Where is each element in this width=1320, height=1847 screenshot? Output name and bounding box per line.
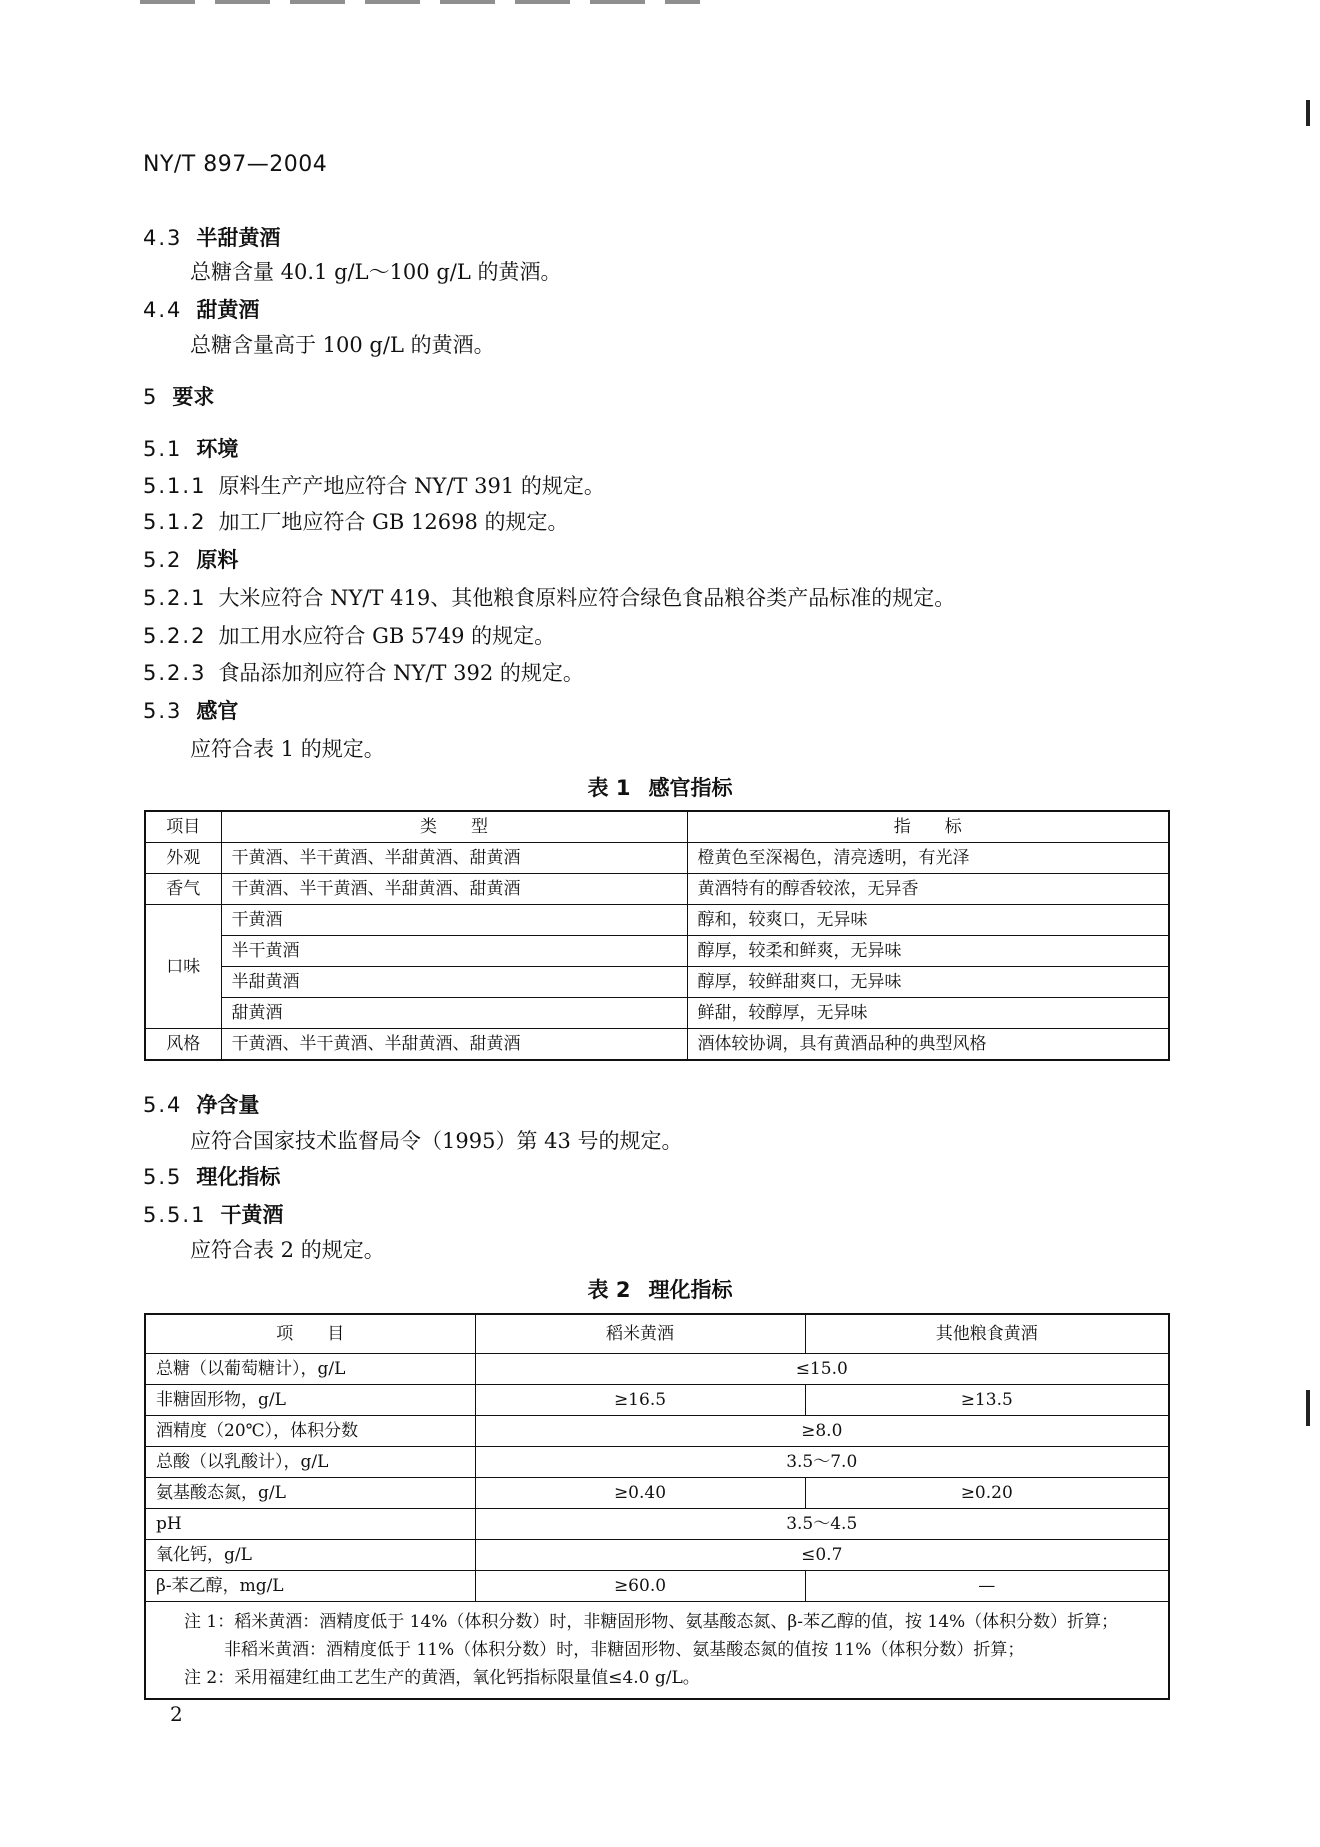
clause-5-2-2: [143, 620, 555, 650]
table-row: [145, 1540, 1169, 1571]
paragraph-5-3: 应符合表 1 的规定。: [190, 737, 385, 761]
value-cell: —: [805, 1571, 1169, 1602]
item-cell: 总酸（以乳酸计），g/L: [145, 1447, 475, 1478]
value-cell: ≥8.0: [475, 1416, 1169, 1447]
table-row: [145, 1447, 1169, 1478]
note-2: 注 2：采用福建红曲工艺生产的黄酒，氧化钙指标限量值≤4.0 g/L。: [184, 1668, 700, 1688]
table-header-row: [145, 1314, 1169, 1354]
item-cell: β-苯乙醇，mg/L: [145, 1571, 475, 1602]
clause-text: 加工用水应符合 GB 5749 的规定。: [218, 624, 556, 648]
indicator-cell: 醇厚，较鲜甜爽口，无异味: [687, 967, 1169, 998]
heading-5-3: [143, 695, 238, 725]
heading-title: 要求: [172, 385, 215, 409]
caption-number: 表 1: [587, 776, 631, 800]
heading-4-4: [143, 294, 259, 324]
header-cell: 其他粮食黄酒: [805, 1314, 1169, 1354]
paragraph-4-3: 总糖含量 40.1 g/L～100 g/L 的黄酒。: [190, 260, 562, 284]
value-cell: ≥0.40: [475, 1478, 805, 1509]
clause-number: 5.2.2: [143, 624, 207, 648]
table-row: [145, 1478, 1169, 1509]
table1-caption: [0, 772, 1320, 802]
item-cell: 非糖固形物，g/L: [145, 1385, 475, 1416]
indicator-cell: 鲜甜，较醇厚，无异味: [687, 998, 1169, 1029]
heading-title: 净含量: [196, 1093, 260, 1117]
heading-number: 5.4: [143, 1093, 183, 1117]
clause-text: 食品添加剂应符合 NY/T 392 的规定。: [218, 661, 584, 685]
heading-4-3: [143, 222, 280, 252]
heading-5-2: [143, 544, 238, 574]
caption-title: 感官指标: [648, 776, 733, 800]
scan-artifact: [140, 0, 700, 4]
table-row: [145, 1385, 1169, 1416]
scan-mark: [1306, 1390, 1310, 1426]
heading-title: 感官: [196, 699, 239, 723]
heading-number: 5: [143, 385, 159, 409]
value-cell: ≥16.5: [475, 1385, 805, 1416]
type-cell: 甜黄酒: [221, 998, 687, 1029]
heading-number: 4.4: [143, 298, 183, 322]
type-cell: 干黄酒、半干黄酒、半甜黄酒、甜黄酒: [221, 874, 687, 905]
caption-title: 理化指标: [648, 1278, 733, 1302]
indicator-cell: 醇厚，较柔和鲜爽，无异味: [687, 936, 1169, 967]
heading-title: 干黄酒: [220, 1203, 284, 1227]
heading-number: 4.3: [143, 226, 183, 250]
clause-text: 大米应符合 NY/T 419、其他粮食原料应符合绿色食品粮谷类产品标准的规定。: [218, 586, 956, 610]
item-cell: 氧化钙，g/L: [145, 1540, 475, 1571]
item-cell: 风格: [145, 1029, 221, 1061]
physicochemical-table: [144, 1313, 1170, 1700]
table-row: [145, 1354, 1169, 1385]
heading-5: [143, 381, 214, 411]
value-cell: ≥60.0: [475, 1571, 805, 1602]
value-cell: 3.5～4.5: [475, 1509, 1169, 1540]
item-cell: pH: [145, 1509, 475, 1540]
table-row: [145, 874, 1169, 905]
header-cell: 类 型: [221, 811, 687, 843]
table-header-row: [145, 811, 1169, 843]
heading-5-4: [143, 1089, 259, 1119]
paragraph-4-4: 总糖含量高于 100 g/L 的黄酒。: [190, 333, 495, 357]
item-cell: 氨基酸态氮，g/L: [145, 1478, 475, 1509]
clause-5-2-1: [143, 582, 955, 612]
table-row: [145, 1509, 1169, 1540]
table2-caption: [0, 1274, 1320, 1304]
table-row: [145, 1029, 1169, 1061]
clause-text: 加工厂地应符合 GB 12698 的规定。: [218, 510, 569, 534]
heading-5-5: [143, 1161, 280, 1191]
table-row: [145, 1571, 1169, 1602]
heading-number: 5.3: [143, 699, 183, 723]
item-cell: 口味: [145, 905, 221, 1029]
table-row: [145, 905, 1169, 936]
clause-number: 5.1.2: [143, 510, 207, 534]
item-cell: 酒精度（20℃），体积分数: [145, 1416, 475, 1447]
scan-mark: [1306, 100, 1310, 126]
item-cell: 外观: [145, 843, 221, 874]
heading-number: 5.2: [143, 548, 183, 572]
note-1-continued: 非稻米黄酒：酒精度低于 11%（体积分数）时，非糖固形物、氨基酸态氮的值按 11%（体积分数）折算；: [224, 1640, 1025, 1660]
type-cell: 干黄酒、半干黄酒、半甜黄酒、甜黄酒: [221, 1029, 687, 1061]
table-notes-row: [145, 1602, 1169, 1700]
paragraph-5-5-1: 应符合表 2 的规定。: [190, 1238, 385, 1262]
type-cell: 干黄酒、半干黄酒、半甜黄酒、甜黄酒: [221, 843, 687, 874]
heading-5-5-1: [143, 1199, 283, 1229]
header-cell: 项目: [145, 811, 221, 843]
clause-number: 5.2.1: [143, 586, 207, 610]
heading-5-1: [143, 433, 238, 463]
heading-number: 5.5.1: [143, 1203, 207, 1227]
type-cell: 干黄酒: [221, 905, 687, 936]
indicator-cell: 黄酒特有的醇香较浓，无异香: [687, 874, 1169, 905]
table-row: [145, 967, 1169, 998]
heading-title: 环境: [196, 437, 239, 461]
table-row: [145, 843, 1169, 874]
paragraph-5-4: 应符合国家技术监督局令（1995）第 43 号的规定。: [190, 1129, 683, 1153]
note-1: 注 1：稻米黄酒：酒精度低于 14%（体积分数）时，非糖固形物、氨基酸态氮、β-苯乙醇的值，按 14%（体积分数）折算；: [184, 1612, 1119, 1632]
clause-text: 原料生产产地应符合 NY/T 391 的规定。: [218, 474, 605, 498]
heading-title: 原料: [196, 548, 239, 572]
type-cell: 半干黄酒: [221, 936, 687, 967]
value-cell: ≥13.5: [805, 1385, 1169, 1416]
page-number: 2: [170, 1702, 183, 1726]
heading-title: 理化指标: [196, 1165, 281, 1189]
indicator-cell: 醇和，较爽口，无异味: [687, 905, 1169, 936]
type-cell: 半甜黄酒: [221, 967, 687, 998]
item-cell: 香气: [145, 874, 221, 905]
clause-number: 5.2.3: [143, 661, 207, 685]
table-row: [145, 998, 1169, 1029]
heading-title: 甜黄酒: [196, 298, 260, 322]
clause-5-2-3: [143, 657, 584, 687]
table-row: [145, 936, 1169, 967]
clause-5-1-2: [143, 506, 568, 536]
clause-5-1-1: [143, 470, 605, 500]
item-cell: 总糖（以葡萄糖计），g/L: [145, 1354, 475, 1385]
value-cell: ≤0.7: [475, 1540, 1169, 1571]
header-cell: 项 目: [145, 1314, 475, 1354]
table-row: [145, 1416, 1169, 1447]
value-cell: ≥0.20: [805, 1478, 1169, 1509]
header-cell: 稻米黄酒: [475, 1314, 805, 1354]
standard-number: NY/T 897—2004: [143, 152, 328, 177]
heading-number: 5.1: [143, 437, 183, 461]
indicator-cell: 橙黄色至深褐色，清亮透明，有光泽: [687, 843, 1169, 874]
heading-title: 半甜黄酒: [196, 226, 281, 250]
value-cell: 3.5～7.0: [475, 1447, 1169, 1478]
indicator-cell: 酒体较协调，具有黄酒品种的典型风格: [687, 1029, 1169, 1061]
header-cell: 指 标: [687, 811, 1169, 843]
heading-number: 5.5: [143, 1165, 183, 1189]
sensory-table: [144, 810, 1170, 1061]
table-notes: [145, 1602, 1169, 1700]
clause-number: 5.1.1: [143, 474, 207, 498]
value-cell: ≤15.0: [475, 1354, 1169, 1385]
caption-number: 表 2: [587, 1278, 631, 1302]
